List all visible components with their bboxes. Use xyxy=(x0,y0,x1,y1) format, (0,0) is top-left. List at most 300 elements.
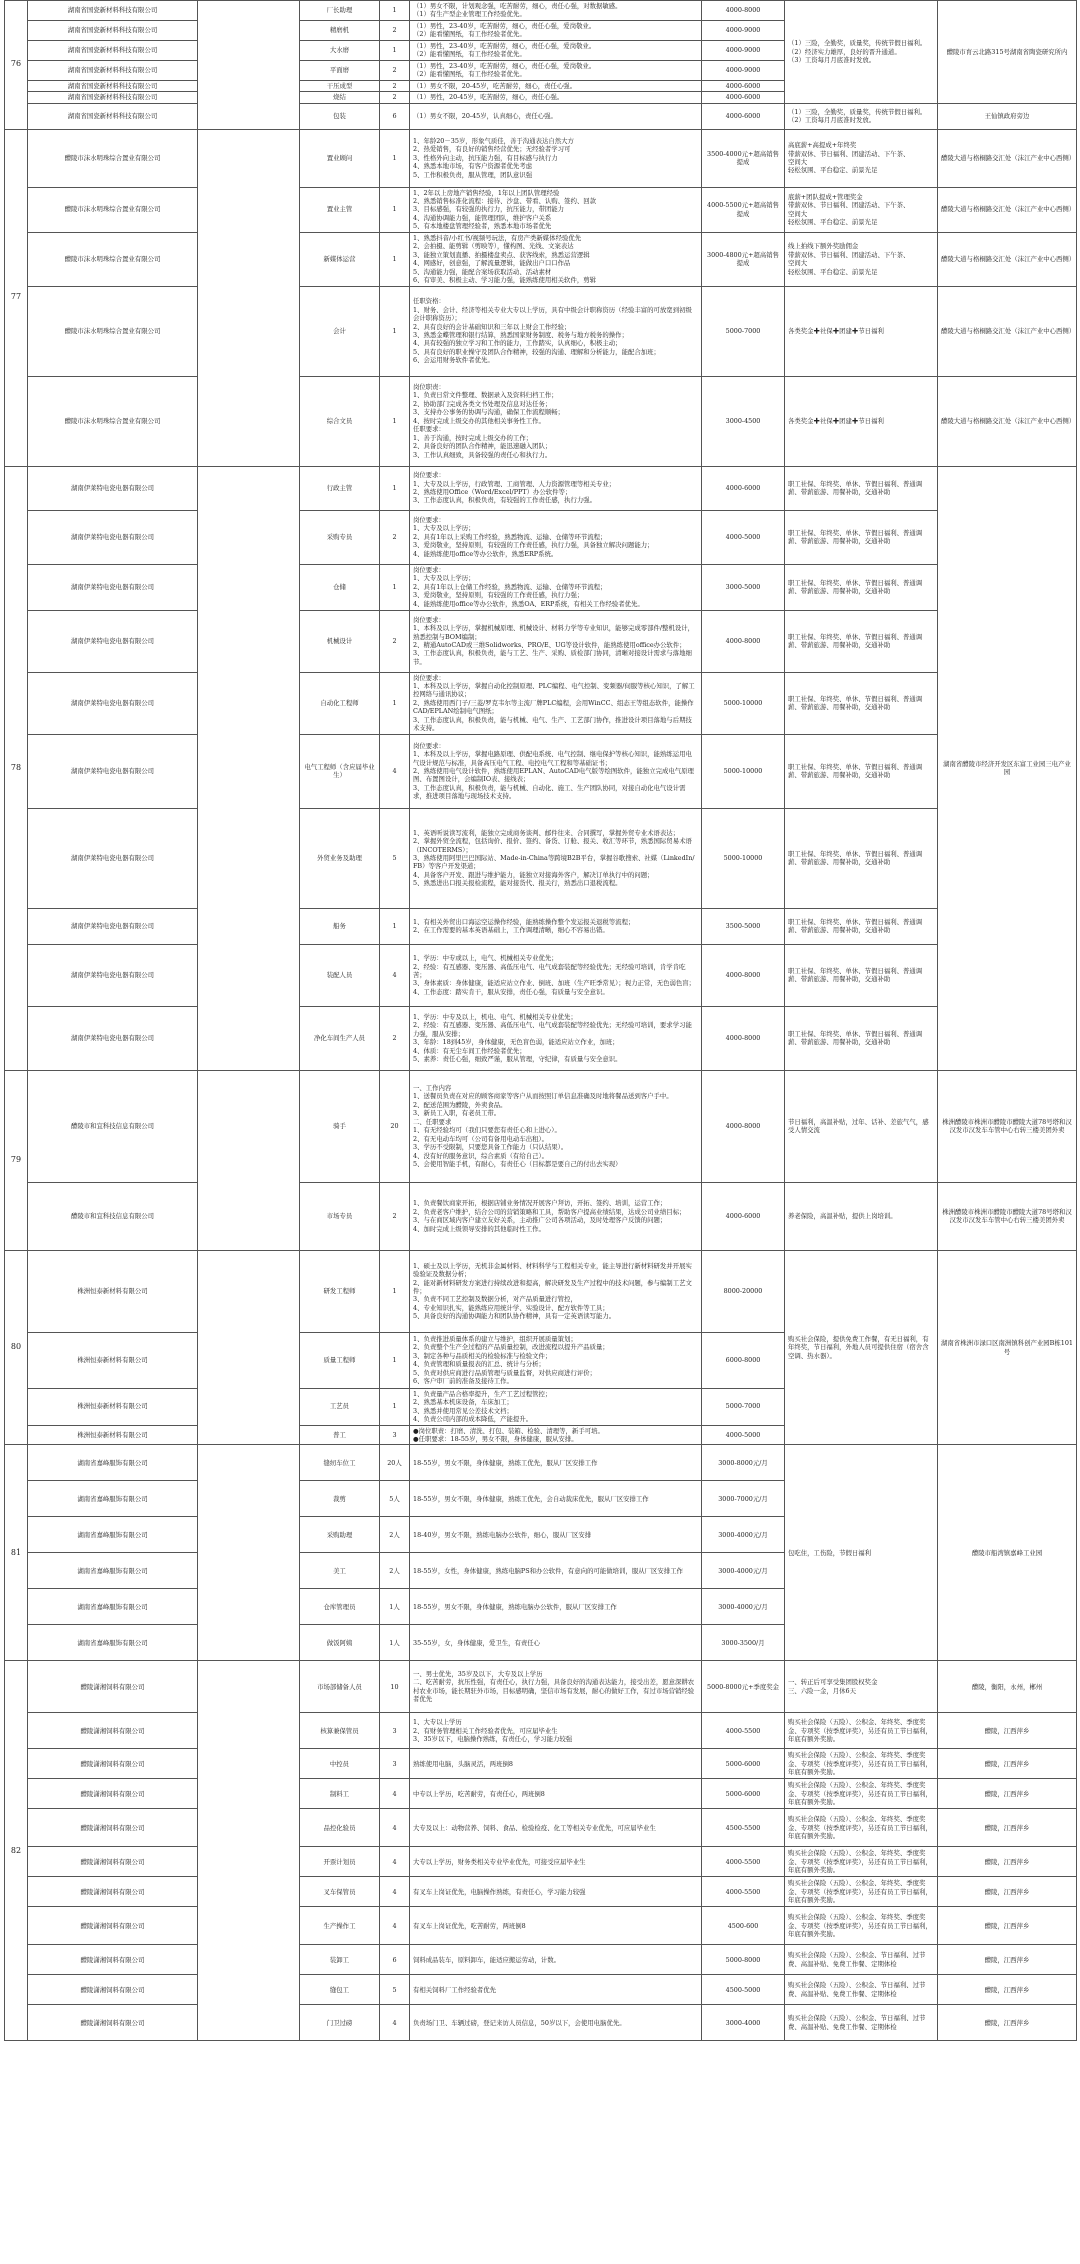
job-requirements: 熟练使用电脑，头脑灵活，两班倒8 xyxy=(410,1749,702,1779)
company-name: 醴陵潇湘饲料有限公司 xyxy=(28,1847,198,1877)
benefits: 购买社会保险，提供免费工作餐，有无日福利，有年终奖，节日福利，外地人员可提供住宿（宿舍含空调、热水器）。 xyxy=(785,1250,938,1445)
salary-range: 3500-4000元+超高销售提成 xyxy=(702,129,785,187)
table-row xyxy=(5,734,1077,808)
company-name: 醴陵市和宜科技信息有限公司 xyxy=(28,1182,198,1250)
work-address: 醴陵市船湾镇嘉峰工业园 xyxy=(938,1445,1077,1661)
headcount: 2 xyxy=(380,80,410,91)
work-address: 醴陵，江西萍乡 xyxy=(938,1877,1077,1907)
benefits: 职工社保、年终奖、单休、节假日福利、普通调薪、带薪旅游、用餐补助，交通补助 xyxy=(785,672,938,734)
table-row xyxy=(5,129,1077,187)
headcount: 3 xyxy=(380,1425,410,1445)
job-requirements: 中专以上学历，吃苦耐劳，有责任心，两班倒8 xyxy=(410,1779,702,1809)
salary-range: 5000-6000 xyxy=(702,1749,785,1779)
salary-range: 5000-10000 xyxy=(702,808,785,908)
headcount: 1 xyxy=(380,466,410,510)
salary-range: 6000-8000 xyxy=(702,1332,785,1388)
job-requirements: 1、有相关外贸出口海运空运操作经验，能熟练操作整个发运报关退税等流程； 2、在工作需要的基本英语基础上，工作调理清晰，细心不容易出错。 xyxy=(410,908,702,944)
position-name: 厂长助理 xyxy=(300,1,380,21)
table-row xyxy=(5,232,1077,286)
salary-range: 4000-5000 xyxy=(702,1425,785,1445)
company-name: 湖南省国瓷新材料科技有限公司 xyxy=(28,40,198,60)
salary-range: 3000-4000元/月 xyxy=(702,1517,785,1553)
job-requirements: 一、男士优先，35岁及以下，大专及以上学历 二、吃苦耐劳，抗压性强，有责任心，执行力强，具备良好的沟通表达能力，接受出差，愿意深耕农村农业市场，能长期驻外市场，目标感明确，坚信市场有发展，耐心的做好工作，有过市场营销经验者优先 xyxy=(410,1661,702,1713)
position-name: 研发工程师 xyxy=(300,1250,380,1332)
headcount: 6 xyxy=(380,103,410,129)
table-row xyxy=(5,1809,1077,1847)
work-address: 醴陵大道与格桐路交汇处（沫江产业中心西侧） xyxy=(938,187,1077,232)
job-requirements: 1、负责量产品合格率提升，生产工艺过程管控； 2、熟悉基本机床设备，车床加工； 3、熟悉并使用常见公差技术文档； 4、负责公司内部的成本降低，产能提升。 xyxy=(410,1388,702,1425)
table-row xyxy=(5,1250,1077,1332)
position-name: 制料工 xyxy=(300,1779,380,1809)
job-requirements: 18-55岁，男女不限，身体健康，熟练电脑办公软件，服从厂区安排工作 xyxy=(410,1589,702,1625)
position-name: 仓库管理员 xyxy=(300,1589,380,1625)
work-address: 醴陵，江西萍乡 xyxy=(938,1713,1077,1749)
table-row xyxy=(5,1749,1077,1779)
work-address: 醴陵，江西萍乡 xyxy=(938,1749,1077,1779)
company-name: 湖南伊莱特电瓷电器有限公司 xyxy=(28,672,198,734)
headcount: 1 xyxy=(380,232,410,286)
position-name: 净化车间生产人员 xyxy=(300,1006,380,1070)
sequence-number: 80 xyxy=(5,1250,28,1445)
benefits: 职工社保、年终奖、单休、节假日福利、普通调薪、带薪旅游、用餐补助，交通补助 xyxy=(785,466,938,510)
headcount: 2 xyxy=(380,1006,410,1070)
position-name: 烧结 xyxy=(300,92,380,103)
job-requirements: 岗位要求： 1、本科及以上学历，掌握自动化控制原理、PLC编程、电气控制、变频器/伺服等核心知识，了解工控网络与通讯协议； 2、熟练使用西门子/三菱/罗克韦尔等主流厂牌PLC编程，会用WinCC、组态王等组态软件，能操作CAD/EPLAN绘制电气图纸； 3、工作态度认真，积极负责，能与机械、电气、生产、工艺部门协作，推进设计项目落地与后期技术支持。 xyxy=(410,672,702,734)
headcount: 10 xyxy=(380,1661,410,1713)
job-requirements: 岗位要求： 1、大专及以上学历； 2、具有1年以上采购工作经验，熟悉物流、运输、仓储等环节流程； 3、爱岗敬业，坚持原则，有较强的工作责任感，执行力强，具备独立解决问题能力； 4、能熟练使用office等办公软件，熟悉ERP系统。 xyxy=(410,510,702,564)
job-requirements: 1、2年以上房地产销售经验，1年以上团队管理经验 2、熟悉销售标准化流程：接待、沙盘、带看、认购、签约、回款 3、目标感强，有较强的执行力，抗压能力，带团能力 4、沟通协调能力强，能管理团队，维护客户关系 5、有本地楼盘管理经验者，熟悉本地市场者优先 xyxy=(410,187,702,232)
work-address: 醴陵大道与格桐路交汇处（沫江产业中心西侧） xyxy=(938,129,1077,187)
position-name: 核算兼保管员 xyxy=(300,1713,380,1749)
salary-range: 5000-8000元+季度奖金 xyxy=(702,1661,785,1713)
company-name: 湖南省国瓷新材料科技有限公司 xyxy=(28,80,198,91)
benefits: 职工社保、年终奖、单休、节假日福利、普通调薪、带薪旅游、用餐补助，交通补助 xyxy=(785,908,938,944)
position-name: 美工 xyxy=(300,1553,380,1589)
salary-range: 4500-600 xyxy=(702,1907,785,1945)
position-name: 会计 xyxy=(300,286,380,376)
benefits: （1）三险，全勤奖，质量奖，传统节假日福利。 （2）工资每月月底准时发放。 xyxy=(785,103,938,129)
position-name: 电气工程师（含应届毕业生） xyxy=(300,734,380,808)
salary-range: 5000-10000 xyxy=(702,734,785,808)
table-row xyxy=(5,610,1077,672)
company-name: 醴陵潇湘饲料有限公司 xyxy=(28,1945,198,1975)
company-name: 醴陵潇湘饲料有限公司 xyxy=(28,1661,198,1713)
position-name: 市场部储备人员 xyxy=(300,1661,380,1713)
position-name: 大水磨 xyxy=(300,40,380,60)
company-group-spacer xyxy=(198,1445,300,1661)
company-group-spacer xyxy=(198,1070,300,1250)
salary-range: 3500-5000 xyxy=(702,908,785,944)
job-requirements: 大专以上学历，财务类相关专业毕业优先，可接受应届毕业生 xyxy=(410,1847,702,1877)
salary-range: 4000-5000 xyxy=(702,510,785,564)
salary-range: 4000-8000 xyxy=(702,944,785,1006)
company-name: 湖南伊莱特电瓷电器有限公司 xyxy=(28,564,198,610)
salary-range: 4000-6000 xyxy=(702,1182,785,1250)
table-row xyxy=(5,1006,1077,1070)
benefits: 职工社保、年终奖、单休、节假日福利、普通调薪、带薪旅游、用餐补助，交通补助 xyxy=(785,734,938,808)
company-name: 醴陵市沫水明珠综合置业有限公司 xyxy=(28,187,198,232)
salary-range: 4000-8000 xyxy=(702,1,785,21)
job-requirements: 有相关饲料厂工作经验者优先 xyxy=(410,1975,702,2005)
position-name: 中控员 xyxy=(300,1749,380,1779)
headcount: 2人 xyxy=(380,1517,410,1553)
job-requirements: 岗位要求： 1、本科及以上学历，掌握电路原理、供配电系统、电气控制、继电保护等核心知识，能熟练运用电气设计规范与标准，具备高压电气工程、电控电气工程和等基础证书； 2、熟练使用电气设计软件，熟练使用EPLAN、AutoCAD电气版等绘图软件，能独立完成电气原理图、布置图设计，会编制IO表、接线表； 3、工作态度认真，积极负责，能与机械、自动化、施工、生产团队协同，对接自动化电气设计需求，推进项目落地与现场技术支持。 xyxy=(410,734,702,808)
headcount: 3 xyxy=(380,1749,410,1779)
job-requirements: ●岗位职责：打磨、清洗、打包、装箱、检验、清理等，新手可培。 ●任职要求：18-55岁，男女不限，身体健康，服从安排。 xyxy=(410,1425,702,1445)
job-requirements: 有叉车上岗证优先，电脑操作熟练，有责任心，学习能力较强 xyxy=(410,1877,702,1907)
headcount: 2 xyxy=(380,610,410,672)
salary-range: 4000-5500 xyxy=(702,1713,785,1749)
salary-range: 4000-8000 xyxy=(702,610,785,672)
job-requirements: 一、工作内容 1、送餐员负责在对应的顾客商家等客户从而按照订单信息准确及时地将餐品送到客户手中。 2、配送范围为醴陵，外卖食品。 3、新员工入职，有老员工带。 二、任职要求 1、有无经验均可（我们只要您有责任心和上进心）。 2、有无电动车均可（公司有备用电动车出租）。 3、学历不受限制，只要您具备工作能力（只认结果）。 4、没有好的服务意识，综合素质（有给自己）。 5、会使用智能手机，有耐心，有责任心（目标都是要自己的付出去实现） xyxy=(410,1070,702,1182)
headcount: 20 xyxy=(380,1070,410,1182)
job-requirements: 1、学历：中专及以上，机电、电气、机械相关专业优先； 2、经验：有互感器、变压器、高低压电气、电气成套装配等经验优先；无经验可培训，要求学习能力强，服从安排； 3、年龄：18到45岁，身体健康，无色盲色弱，能适应站立作业，加班； 4、体质：有无尘车间工作经验者优先； 5、素养：责任心强，细致严谨，服从管理，守纪律，有质量与安全意识。 xyxy=(410,1006,702,1070)
company-group-spacer xyxy=(198,466,300,1070)
salary-range: 4000-6000 xyxy=(702,466,785,510)
salary-range: 3000-4800元+超高销售提成 xyxy=(702,232,785,286)
job-requirements: 1、大专以上学历 2、有财务管理相关工作经验者优先，可应届毕业生 3、35岁以下，电脑操作熟练，有责任心，学习能力较强 xyxy=(410,1713,702,1749)
benefits: 购买社会保险（五险）、公积金、年终奖、季度奖金、专项奖（按季度评奖），另还有员工节日福利，年底有额外奖励。 xyxy=(785,1713,938,1749)
table-row xyxy=(5,564,1077,610)
benefits: 购买社会保险（五险）、公积金、节日福利、过节费、高温补贴、免费工作餐、定期体检 xyxy=(785,1945,938,1975)
headcount: 2 xyxy=(380,92,410,103)
headcount: 1 xyxy=(380,1332,410,1388)
salary-range: 3000-4000元/月 xyxy=(702,1589,785,1625)
position-name: 置业主管 xyxy=(300,187,380,232)
table-row xyxy=(5,1,1077,21)
job-requirements: 1、熟悉抖音/小红书/视频号玩法，有房产类新媒体经验优先 2、会拍摄、能剪辑（剪映等），懂构图、光线、文案表达 3、能独立策划直播、拍摄楼盘卖点、获客线索，熟悉运营逻辑 4、网感好，创意强，了解流量逻辑，能做出户口口作品 5、沟通能力强，能配合案场获取活动、活动素材 6、有审美、积极主动、学习能力强，能熟练使用相关软件，剪辑 xyxy=(410,232,702,286)
position-name: 机械设计 xyxy=(300,610,380,672)
job-requirements: 18-55岁，男女不限，身体健康，熟练工优先，会自动裁床优先，服从厂区安排工作 xyxy=(410,1481,702,1517)
position-name: 品控化验员 xyxy=(300,1809,380,1847)
benefits: 购买社会保险（五险）、公积金、年终奖、季度奖金、专项奖（按季度评奖），另还有员工节日福利，年底有额外奖励。 xyxy=(785,1749,938,1779)
position-name: 行政主管 xyxy=(300,466,380,510)
benefits: 购买社会保险（五险）、公积金、年终奖、季度奖金、专项奖（按季度评奖），另还有员工节日福利，年底有额外奖励。 xyxy=(785,1877,938,1907)
headcount: 1 xyxy=(380,129,410,187)
work-address: 醴陵，江西萍乡 xyxy=(938,1975,1077,2005)
work-address: 醴陵，江西萍乡 xyxy=(938,1907,1077,1945)
job-requirements: 18-55岁，男女不限，身体健康，熟练工优先，服从厂区安排工作 xyxy=(410,1445,702,1481)
company-name: 醴陵市沫水明珠综合置业有限公司 xyxy=(28,286,198,376)
table-row xyxy=(5,1877,1077,1907)
company-name: 湖南省嘉峰服饰有限公司 xyxy=(28,1589,198,1625)
salary-range: 4000-6000 xyxy=(702,103,785,129)
sequence-number: 82 xyxy=(5,1661,28,2041)
headcount: 4 xyxy=(380,1877,410,1907)
salary-range: 4000-5500 xyxy=(702,1847,785,1877)
headcount: 1 xyxy=(380,286,410,376)
sequence-number: 77 xyxy=(5,129,28,466)
job-requirements: 18-40岁，男女不限，熟练电脑办公软件，细心，服从厂区安排 xyxy=(410,1517,702,1553)
table-row xyxy=(5,1945,1077,1975)
salary-range: 5000-7000 xyxy=(702,286,785,376)
benefits: 职工社保、年终奖、单休、节假日福利、普通调薪、带薪旅游、用餐补助，交通补助 xyxy=(785,808,938,908)
job-requirements: 有叉车上岗证优先，吃苦耐劳，两班倒8 xyxy=(410,1907,702,1945)
company-name: 湖南省嘉峰服饰有限公司 xyxy=(28,1553,198,1589)
position-name: 包装 xyxy=(300,103,380,129)
position-name: 新媒体运营 xyxy=(300,232,380,286)
salary-range: 4000-5500 xyxy=(702,1877,785,1907)
headcount: 2 xyxy=(380,20,410,40)
company-name: 湖南省嘉峰服饰有限公司 xyxy=(28,1481,198,1517)
job-requirements: 岗位职责： 1、负责日常文件整理、数据录入及资料归档工作； 2、协助部门完成各类文书处理及信息对达任务； 3、支持办公事务的协调与沟通，确保工作流程顺畅； 4、按时完成上级交办的其他相关事务性工作。 任职要求： 1、善于沟通，按时完成上级交办的工作； 2、具备良好的团队合作精神，能迅速融入团队； 3、工作认真细致，具备较强的责任心和执行力。 xyxy=(410,376,702,466)
position-name: 平面磨 xyxy=(300,60,380,80)
salary-range: 4000-9000 xyxy=(702,40,785,60)
headcount: 1 xyxy=(380,1,410,21)
company-name: 醴陵潇湘饲料有限公司 xyxy=(28,1809,198,1847)
benefits: 包吃住，工伤险，节假日福利 xyxy=(785,1445,938,1661)
position-name: 干压成型 xyxy=(300,80,380,91)
job-requirements: （1）男性，23-40岁，吃苦耐劳，细心，责任心强，爱岗敬业。 （2）能看懂图纸，有工作经验者优先。 xyxy=(410,40,702,60)
salary-range: 4000-8000 xyxy=(702,1006,785,1070)
salary-range: 3000-4000 xyxy=(702,2005,785,2041)
table-row xyxy=(5,376,1077,466)
benefits: 职工社保、年终奖、单休、节假日福利、普通调薪、带薪旅游、用餐补助，交通补助 xyxy=(785,510,938,564)
position-name: 质量工程师 xyxy=(300,1332,380,1388)
headcount: 20人 xyxy=(380,1445,410,1481)
job-requirements: （1）男女不限，计划观念强，吃苦耐劳，细心，责任心强，对数据敏感。 （1）有生产型企业管理工作经验优先。 xyxy=(410,1,702,21)
benefits: 一、转正后可享受集团股权奖金 三、六险一金，月休6天 xyxy=(785,1661,938,1713)
position-name: 开票计划员 xyxy=(300,1847,380,1877)
company-name: 湖南省国瓷新材料科技有限公司 xyxy=(28,103,198,129)
headcount: 4 xyxy=(380,2005,410,2041)
position-name: 生产操作工 xyxy=(300,1907,380,1945)
benefits: 职工社保、年终奖、单休、节假日福利、普通调薪、带薪旅游、用餐补助，交通补助 xyxy=(785,1006,938,1070)
benefits: 高底薪+高提成+年终奖 带薪双休、节日福利、团建活动、下午茶、 空间大 轻松氛围、平台稳定、前景光足 xyxy=(785,129,938,187)
table-row xyxy=(5,944,1077,1006)
position-name: 置业顾问 xyxy=(300,129,380,187)
salary-range: 5000-8000 xyxy=(702,1945,785,1975)
salary-range: 3000-7000元/月 xyxy=(702,1481,785,1517)
job-requirements: 负责场门卫、车辆过磅，登记来访人员信息，50岁以下，会使用电脑优先。 xyxy=(410,2005,702,2041)
job-listing-body xyxy=(5,1,1077,2041)
headcount: 1 xyxy=(380,40,410,60)
work-address: 醴陵大道与格桐路交汇处（沫江产业中心西侧） xyxy=(938,376,1077,466)
table-row xyxy=(5,1661,1077,1713)
table-row xyxy=(5,1847,1077,1877)
table-row xyxy=(5,2005,1077,2041)
position-name: 裁剪 xyxy=(300,1481,380,1517)
benefits: 各类奖金✚社保✚团建✚节日福利 xyxy=(785,376,938,466)
table-row xyxy=(5,1975,1077,2005)
work-address: 醴陵，江西萍乡 xyxy=(938,1847,1077,1877)
table-row xyxy=(5,510,1077,564)
work-address: 醴陵大道与格桐路交汇处（沫江产业中心西侧） xyxy=(938,286,1077,376)
sequence-number: 81 xyxy=(5,1445,28,1661)
company-name: 醴陵潇湘饲料有限公司 xyxy=(28,1975,198,2005)
company-group-spacer xyxy=(198,1250,300,1445)
work-address: 湖南省株洲市渌口区南洲镇科创产业园B栋101号 xyxy=(938,1250,1077,1445)
company-name: 湖南伊莱特电瓷电器有限公司 xyxy=(28,610,198,672)
job-requirements: 饲料成品装车，原料卸车，能适应搬运劳动，计数。 xyxy=(410,1945,702,1975)
position-name: 外贸业务及助理 xyxy=(300,808,380,908)
job-requirements: 18-55岁，女性，身体健康，熟练电脑PS和办公软件，有意向的可能做培训，服从厂区安排工作 xyxy=(410,1553,702,1589)
company-name: 湖南省国瓷新材料科技有限公司 xyxy=(28,20,198,40)
company-name: 湖南省国瓷新材料科技有限公司 xyxy=(28,1,198,21)
salary-range: 3000-3500/月 xyxy=(702,1625,785,1661)
salary-range: 3000-4500 xyxy=(702,376,785,466)
work-address: 醴陵，江西萍乡 xyxy=(938,2005,1077,2041)
headcount: 1人 xyxy=(380,1625,410,1661)
company-name: 醴陵潇湘饲料有限公司 xyxy=(28,1713,198,1749)
benefits: 职工社保、年终奖、单休、节假日福利、普通调薪、带薪旅游、用餐补助，交通补助 xyxy=(785,610,938,672)
headcount: 4 xyxy=(380,1779,410,1809)
benefits: （1）三险，全勤奖，质量奖，传统节假日福利。（2）经济实力雄厚，良好的晋升通道。 （3）工资每月月底准时发放。 xyxy=(785,1,938,104)
company-name: 株洲恒泰新材料有限公司 xyxy=(28,1425,198,1445)
salary-range: 4000-5500元+超高销售提成 xyxy=(702,187,785,232)
job-requirements: 1、学历：中专或以上，电气、机械相关专业优先； 2、经验：有互感器、变压器、高低压电气、电气成套装配等经验优先；无经验可培训，肯学肯吃苦； 3、身体素质：身体健康，能适应站立作业、倒班、加班（生产旺季常见）；视力正常，无色弱色盲； 4、工作态度：踏实肯干，服从安排，责任心强，有质量与安全意识。 xyxy=(410,944,702,1006)
headcount: 5 xyxy=(380,1975,410,2005)
company-name: 醴陵市沫水明珠综合置业有限公司 xyxy=(28,232,198,286)
sequence-number: 76 xyxy=(5,1,28,130)
company-group-spacer xyxy=(198,1661,300,2041)
company-name: 湖南省嘉峰服饰有限公司 xyxy=(28,1445,198,1481)
headcount: 3 xyxy=(380,1713,410,1749)
company-group-spacer xyxy=(198,1,300,130)
salary-range: 5000-10000 xyxy=(702,672,785,734)
job-requirements: 岗位要求： 1、大专及以上学历，行政管理、工商管理、人力资源管理等相关专业； 2、熟练使用Office（Word/Excel/PPT）办公软件等； 3、工作态度认真，积极负责，有较强的工作责任感，执行力强。 xyxy=(410,466,702,510)
job-requirements: （1）男性，23-40岁，吃苦耐劳，细心，责任心强，爱岗敬业。 （2）能看懂图纸，有工作经验者优先。 xyxy=(410,20,702,40)
job-requirements: 1、硕士及以上学历，无机非金属材料、材料科学与工程相关专业，能主导进行新材料研发并开展实验验证及数据分析； 2、能对新材料研发方案进行持续改进和提高，解决研发及生产过程中的技术问题，参与编制工艺文件； 3、负责不同工艺控制及数据分析，对产品质量进行管控， 4、专业知识扎实，能熟练应用统计学、实验设计、配方软件等工具； 5、具备良好的沟通协调能力和团队协作精神，具有一定英语读写能力。 xyxy=(410,1250,702,1332)
table-row xyxy=(5,187,1077,232)
company-group-spacer xyxy=(198,129,300,466)
table-row xyxy=(5,1182,1077,1250)
table-row xyxy=(5,1713,1077,1749)
position-name: 采购专员 xyxy=(300,510,380,564)
benefits: 购买社会保险（五险）、公积金、年终奖、季度奖金、专项奖（按季度评奖），另还有员工节日福利，年底有额外奖励。 xyxy=(785,1907,938,1945)
job-requirements: 35-55岁，女，身体健康，爱卫生，有责任心 xyxy=(410,1625,702,1661)
position-name: 门卫过磅 xyxy=(300,2005,380,2041)
table-row xyxy=(5,466,1077,510)
position-name: 市场专员 xyxy=(300,1182,380,1250)
headcount: 1 xyxy=(380,187,410,232)
headcount: 2 xyxy=(380,510,410,564)
sequence-number: 79 xyxy=(5,1070,28,1250)
company-name: 醴陵潇湘饲料有限公司 xyxy=(28,1907,198,1945)
headcount: 4 xyxy=(380,944,410,1006)
table-row xyxy=(5,286,1077,376)
company-name: 湖南省嘉峰服饰有限公司 xyxy=(28,1517,198,1553)
job-requirements: 任职资格： 1、财务、会计、经济等相关专业大专以上学历，具有中级会计职称资历（经验丰富的可放宽到初级会计职称资历）； 2、具有良好的会计基础知识和三年以上财会工作经验； 3、熟悉金蝶管理和银行结算，熟悉国家财务制度、税务与地方税务的操作； 4、具有较强的独立学习和工作的能力，工作踏实，认真细心，积极主动； 5、具有良好的职业操守及团队合作精神，较强的沟通、理解和分析能力，能配合加班； 6、会运用财务软件者优先。 xyxy=(410,286,702,376)
position-name: 装卸工 xyxy=(300,1945,380,1975)
salary-range: 5000-6000 xyxy=(702,1779,785,1809)
company-name: 湖南省嘉峰服饰有限公司 xyxy=(28,1625,198,1661)
work-address: 醴陵，江西萍乡 xyxy=(938,1945,1077,1975)
company-name: 醴陵潇湘饲料有限公司 xyxy=(28,2005,198,2041)
work-address: 株洲醴陵市株洲市醴陵市醴陵大道78号塔和汉汉发市汉发车车管中心右转三楼美团外卖 xyxy=(938,1182,1077,1250)
table-row xyxy=(5,672,1077,734)
benefits: 购买社会保险（五险）、公积金、年终奖、季度奖金、专项奖（按季度评奖），另还有员工节日福利，年底有额外奖励。 xyxy=(785,1809,938,1847)
position-name: 普工 xyxy=(300,1425,380,1445)
salary-range: 4000-6000 xyxy=(702,92,785,103)
position-name: 缝包工 xyxy=(300,1975,380,2005)
headcount: 2 xyxy=(380,60,410,80)
headcount: 5人 xyxy=(380,1481,410,1517)
headcount: 2 xyxy=(380,1182,410,1250)
salary-range: 4500-5000 xyxy=(702,1975,785,2005)
headcount: 1人 xyxy=(380,1589,410,1625)
job-requirements: 1、年龄20－35岁，形象气质佳，善于沟通表达自然大方 2、热爱销售，有良好的销售经营优先；无经验者学习可 3、性格外向主动，抗压能力强，有目标感与执行力 4、熟悉本地市场，有客户资源者优先考虑 5、工作积极负责，服从管理，团队意识强 xyxy=(410,129,702,187)
position-name: 叉车保管员 xyxy=(300,1877,380,1907)
benefits: 购买社会保险（五险）、公积金、年终奖、季度奖金、专项奖（按季度评奖），另还有员工节日福利，年底有额外奖励。 xyxy=(785,1779,938,1809)
work-address: 株洲醴陵市株洲市醴陵市醴陵大道78号塔和汉汉发市汉发车车管中心右转三楼美团外卖 xyxy=(938,1070,1077,1182)
headcount: 1 xyxy=(380,908,410,944)
benefits: 职工社保、年终奖、单休、节假日福利、普通调薪、带薪旅游、用餐补助，交通补助 xyxy=(785,564,938,610)
company-name: 株洲恒泰新材料有限公司 xyxy=(28,1388,198,1425)
company-name: 湖南伊莱特电瓷电器有限公司 xyxy=(28,908,198,944)
headcount: 2人 xyxy=(380,1553,410,1589)
table-row xyxy=(5,1070,1077,1182)
benefits: 节日福利，高温补贴，过年、话补、差旅气气，感受人情交流 xyxy=(785,1070,938,1182)
headcount: 1 xyxy=(380,376,410,466)
company-name: 湖南伊莱特电瓷电器有限公司 xyxy=(28,510,198,564)
position-name: 精磨机 xyxy=(300,20,380,40)
work-address: 醴陵大道与格桐路交汇处（沫江产业中心西侧） xyxy=(938,232,1077,286)
headcount: 1 xyxy=(380,672,410,734)
salary-range: 4000-8000 xyxy=(702,1070,785,1182)
position-name: 仓储 xyxy=(300,564,380,610)
table-row xyxy=(5,1907,1077,1945)
work-address: 醴陵市育云北路315号湖南省陶瓷研究所内 xyxy=(938,1,1077,104)
job-requirements: （1）男性，20-45岁，吃苦耐劳，细心，责任心强。 xyxy=(410,92,702,103)
company-name: 醴陵市沫水明珠综合置业有限公司 xyxy=(28,376,198,466)
job-requirements: 大专及以上：动物营养、饲料、食品、检验检疫、化工等相关专业优先，可应届毕业生 xyxy=(410,1809,702,1847)
sequence-number: 78 xyxy=(5,466,28,1070)
table-row xyxy=(5,808,1077,908)
benefits: 各类奖金✚社保✚团建✚节日福利 xyxy=(785,286,938,376)
job-requirements: 岗位要求： 1、大专及以上学历； 2、具有1年以上仓储工作经验，熟悉物流、运输、仓储等环节流程； 3、爱岗敬业，坚持原则，有较强的工作责任感，执行力强； 4、能熟练使用office等办公软件，熟悉OA、ERP系统，有相关工作经验者优先。 xyxy=(410,564,702,610)
salary-range: 4500-5500 xyxy=(702,1809,785,1847)
job-requirements: 1、负责推进质量体系的建立与维护，组织开展质量策划； 2、负责整个生产全过程的产品质量控制，改进流程以提升产品质量； 3、制定各种与品质相关的检验标准与检验文件； 4、负责管理和质量报表的汇总、统计与分析； 5、负责对供应商进行品质管理与质量监督，对供应商进行评价； 6、客户审厂前的准备及接待工作。 xyxy=(410,1332,702,1388)
company-name: 株洲恒泰新材料有限公司 xyxy=(28,1332,198,1388)
headcount: 4 xyxy=(380,1847,410,1877)
position-name: 综合文员 xyxy=(300,376,380,466)
job-requirements: （1）男性，23-40岁，吃苦耐劳，细心，责任心强，爱岗敬业。 （2）能看懂图纸，有工作经验者优先。 xyxy=(410,60,702,80)
position-name: 自动化工程师 xyxy=(300,672,380,734)
headcount: 1 xyxy=(380,1250,410,1332)
salary-range: 3000-5000 xyxy=(702,564,785,610)
table-row xyxy=(5,1445,1077,1481)
benefits: 购买社会保险（五险）、公积金、节日福利、过节费、高温补贴、免费工作餐、定期体检 xyxy=(785,2005,938,2041)
work-address: 湖南省醴陵市经济开发区东富工业园三电产业园 xyxy=(938,466,1077,1070)
headcount: 5 xyxy=(380,808,410,908)
table-row xyxy=(5,908,1077,944)
position-name: 缝纫车位工 xyxy=(300,1445,380,1481)
company-name: 株洲恒泰新材料有限公司 xyxy=(28,1250,198,1332)
position-name: 船务 xyxy=(300,908,380,944)
position-name: 采购助理 xyxy=(300,1517,380,1553)
salary-range: 4000-9000 xyxy=(702,20,785,40)
company-name: 醴陵市和宜科技信息有限公司 xyxy=(28,1070,198,1182)
headcount: 4 xyxy=(380,734,410,808)
work-address: 醴陵，衡阳，永州，郴州 xyxy=(938,1661,1077,1713)
benefits: 线上拍线下额外奖励佣金 带薪双休、节日福利、团建活动、下午茶、 空间大 轻松氛围、平台稳定、前景光足 xyxy=(785,232,938,286)
company-name: 湖南伊莱特电瓷电器有限公司 xyxy=(28,734,198,808)
job-requirements: （1）男女不限，20-45岁，吃苦耐劳，细心，责任心强。 xyxy=(410,80,702,91)
job-requirements: 1、英语听说读写流利，能独立完成商务谈判、邮件往来、合同撰写，掌握外贸专业术语表达； 2、掌握外贸全流程，包括询价、报价、签约、备货、订舱、报关、收汇等环节，熟悉国际贸易术语（INCOTERMS）； 3、熟练使用阿里巴巴国际站、Made-in-China等跨境B2B平台，掌握谷歌搜索、社媒（LinkedIn/FB）等客户开发渠道； 4、具备客户开发、跟进与维护能力，能独立对接海外客户，解决订单执行中的问题； 5、熟悉进出口报关报检流程，能对接货代、报关行，熟悉出口退税流程。 xyxy=(410,808,702,908)
work-address: 王仙镇政府旁边 xyxy=(938,103,1077,129)
salary-range: 8000-20000 xyxy=(702,1250,785,1332)
company-name: 醴陵潇湘饲料有限公司 xyxy=(28,1877,198,1907)
company-name: 湖南省国瓷新材料科技有限公司 xyxy=(28,92,198,103)
job-requirements: 岗位要求： 1、本科及以上学历，掌握机械原理、机械设计、材料力学等专业知识，能够完成零部件/整机设计，熟悉控制与BOM编制； 2、精通AutoCAD或三维Solidworks、PRO/E、UG等设计软件，能熟练使用office办公软件； 3、工作态度认真，积极负责，能与工艺、生产、采购、质检部门协同，清晰对接设计需求与落地细节。 xyxy=(410,610,702,672)
salary-range: 5000-7000 xyxy=(702,1388,785,1425)
benefits: 底薪+团队提成+管理奖金 带薪双休、节日福利、团建活动、下午茶、 空间大 轻松氛围、平台稳定、前景光足 xyxy=(785,187,938,232)
company-name: 湖南省国瓷新材料科技有限公司 xyxy=(28,60,198,80)
position-name: 骑手 xyxy=(300,1070,380,1182)
salary-range: 3000-4000元/月 xyxy=(702,1553,785,1589)
company-name: 醴陵潇湘饲料有限公司 xyxy=(28,1749,198,1779)
